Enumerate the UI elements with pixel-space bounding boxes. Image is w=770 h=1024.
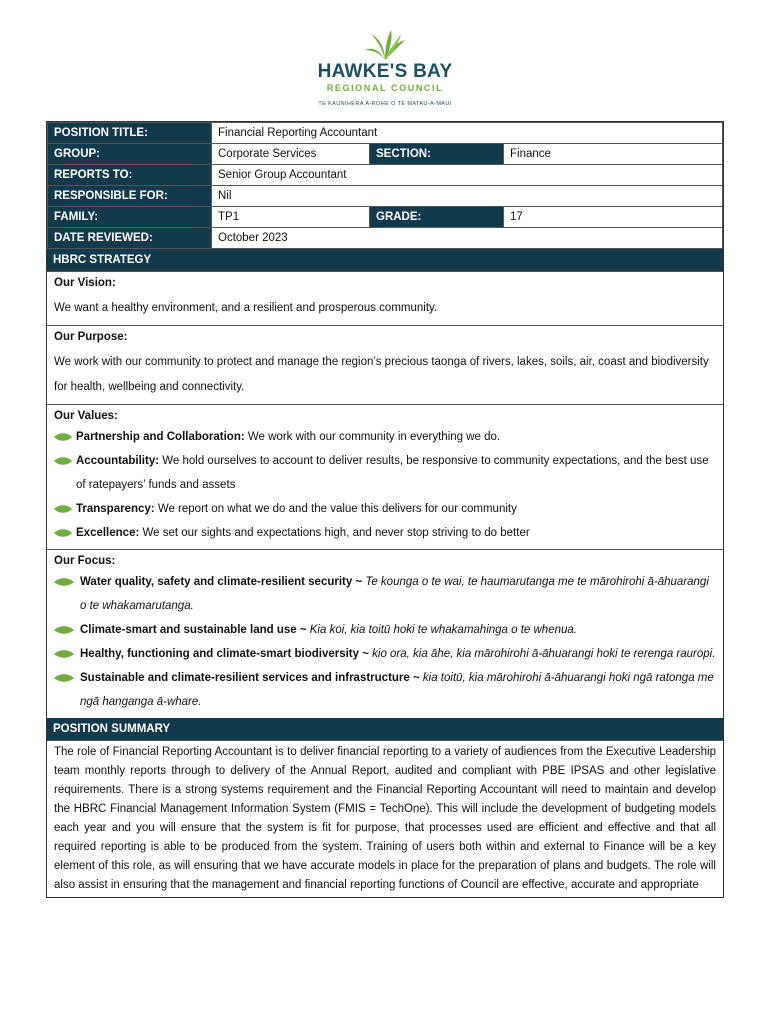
value-item xyxy=(54,521,716,545)
values-heading: Our Values: xyxy=(54,410,118,422)
focus-title: Sustainable and climate-resilient services and infrastructure ~ xyxy=(80,672,423,684)
position-title-value: Financial Reporting Accountant xyxy=(212,123,723,144)
focus-heading: Our Focus: xyxy=(54,555,116,567)
date-reviewed-label: DATE REVIEWED: xyxy=(48,228,212,249)
logo-brand-text: HAWKE'S BAY xyxy=(317,61,453,82)
focus-title: Climate-smart and sustainable land use ~ xyxy=(80,624,310,636)
value-title: Transparency: xyxy=(76,503,155,515)
date-reviewed-value: October 2023 xyxy=(212,228,723,249)
focus-item xyxy=(54,666,716,714)
hbrc-logo xyxy=(300,30,470,112)
leaf-bullet-icon xyxy=(54,650,74,658)
leaf-bullet-icon xyxy=(54,433,72,441)
position-description xyxy=(46,121,724,898)
responsible-for-label: RESPONSIBLE FOR: xyxy=(48,186,212,207)
group-label: GROUP: xyxy=(48,144,212,165)
value-text: We hold ourselves to account to deliver results, be responsive to community expectations, and the best use of ratepayers’ funds and assets xyxy=(76,455,709,491)
section-label: SECTION: xyxy=(370,144,504,165)
focus-item xyxy=(54,570,716,618)
reports-to-label: REPORTS TO: xyxy=(48,165,212,186)
leaf-logo-icon xyxy=(363,30,407,60)
responsible-for-value: Nil xyxy=(212,186,723,207)
values-section xyxy=(47,404,723,549)
leaf-bullet-icon xyxy=(54,626,74,634)
value-text: We work with our community in everything we do. xyxy=(244,431,501,443)
family-value: TP1 xyxy=(212,207,370,228)
group-value: Corporate Services xyxy=(212,144,370,165)
purpose-text: We work with our community to protect and manage the region’s precious taonga of rivers, lakes, soils, air, coast and biodiversity for health, wellbeing and connectivity. xyxy=(54,356,709,393)
vision-text: We want a healthy environment, and a resilient and prosperous community. xyxy=(54,302,438,314)
purpose-section xyxy=(47,325,723,404)
leaf-bullet-icon xyxy=(54,674,74,682)
logo-maori-text: TE KAUNIHERA Ā-ROHE O TE MATAU-A-MAUI xyxy=(318,101,452,107)
value-item xyxy=(54,425,716,449)
logo-subtitle: REGIONAL COUNCIL xyxy=(326,83,444,93)
leaf-bullet-icon xyxy=(54,529,72,537)
value-title: Excellence: xyxy=(76,527,140,539)
value-text: We report on what we do and the value this delivers for our community xyxy=(154,503,517,515)
focus-item xyxy=(54,618,716,642)
purpose-heading: Our Purpose: xyxy=(54,331,128,343)
value-item xyxy=(54,449,716,497)
value-text: We set our sights and expectations high, and never stop striving to do better xyxy=(139,527,530,539)
vision-heading: Our Vision: xyxy=(54,277,116,289)
position-meta-table xyxy=(47,122,723,249)
focus-item xyxy=(54,642,716,666)
position-summary-text: The role of Financial Reporting Accountant is to deliver financial reporting to a variety of audiences from the Executive Leadership team monthly reports through to delivery of the Annual Report, audited and compliant with PBE IPSAS and other legislative requirements. There is a strong systems requirement and the Financial Reporting Accountant will need to maintain and develop the HBRC Financial Management Information System (FMIS = TechOne). This will include the development of budgeting models each year and you will ensure that the system is fit for purpose, that processes used are efficient and effective and that all required reporting is able to be produced from the system. Training of users both within and external to Finance will be a key element of this role, as will ensuring that we have accurate models in place for the preparation of plans and budgets. The role will also assist in ensuring that the management and financial reporting functions of Council are effective, accurate and appropriate xyxy=(47,740,723,897)
value-title: Partnership and Collaboration: xyxy=(76,431,245,443)
grade-value: 17 xyxy=(504,207,723,228)
focus-section xyxy=(47,549,723,718)
leaf-bullet-icon xyxy=(54,578,74,586)
leaf-bullet-icon xyxy=(54,457,72,465)
focus-title: Water quality, safety and climate-resilient security ~ xyxy=(80,576,366,588)
strategy-heading: HBRC STRATEGY xyxy=(47,249,723,271)
section-value: Finance xyxy=(504,144,723,165)
focus-title: Healthy, functioning and climate-smart biodiversity ~ xyxy=(80,648,373,660)
vision-section xyxy=(47,271,723,325)
value-item xyxy=(54,497,716,521)
leaf-bullet-icon xyxy=(54,505,72,513)
focus-maori-text: Kia koi, kia toitū hoki te whakamahinga o te whenua. xyxy=(309,624,577,636)
focus-maori-text: Te kounga o te wai, te haumarutanga me te mārohirohi ā-āhuarangi o te whakamarutanga. xyxy=(80,576,709,612)
value-title: Accountability: xyxy=(76,455,160,467)
focus-maori-text: kia toitū, kia mārohirohi ā-āhuarangi hoki ngā ratonga me ngā hanganga ā-whare. xyxy=(80,672,714,708)
family-label: FAMILY: xyxy=(48,207,212,228)
focus-maori-text: kio ora, kia āhe, kia mārohirohi ā-āhuarangi hoki te rerenga rauropi. xyxy=(372,648,716,660)
reports-to-value: Senior Group Accountant xyxy=(212,165,723,186)
position-summary-heading: POSITION SUMMARY xyxy=(47,718,723,740)
grade-label: GRADE: xyxy=(370,207,504,228)
position-title-label: POSITION TITLE: xyxy=(48,123,212,144)
